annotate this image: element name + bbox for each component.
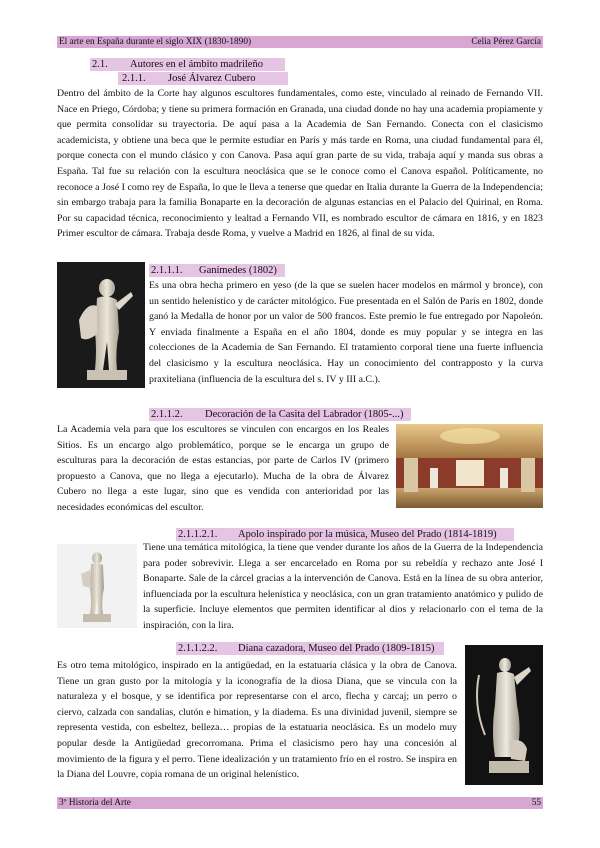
- casita-labrador-interior-image: [396, 424, 543, 508]
- apolo-sculpture-image: [57, 544, 137, 628]
- paragraph-apolo: Tiene una temática mitológica, la tiene que vender durante los años de la Guerra de la Independencia para poder sobrevivir. Llega a ser encarcelado en Roma por su rebeldía y rechazo ante José I Bonaparte. Sale de la cárcel gracias a la intervención de Canova. Está en la línea de su obra anterior, influenciada por la escultura helenística y neoclásica, con un gran tratamiento anatómico y pulido de la superficie. Incluye elementos que permiten identificar al dios y relacionarlo con el tema de la inspiración, con la lira.: [143, 542, 543, 631]
- ganimedes-sculpture-image: [57, 262, 145, 388]
- heading-2-1-1: [118, 72, 288, 85]
- heading-ganimedes-title: Ganímedes (1802): [199, 265, 277, 276]
- heading-casita-labrador: [149, 408, 411, 421]
- heading-2-1-title: Autores en el ámbito madrileño: [130, 59, 263, 70]
- heading-2-1-1-number: 2.1.1.: [122, 73, 146, 84]
- heading-diana-title: Diana cazadora, Museo del Prado (1809-1815): [238, 643, 435, 654]
- heading-apolo-title: Apolo inspirado por la música, Museo del Prado (1814-1819): [238, 529, 497, 540]
- page-footer: [57, 797, 543, 809]
- header-right: Celia Pérez García: [471, 37, 541, 47]
- paragraph-alvarez-cubero: Dentro del ámbito de la Corte hay algunos escultores fundamentales, como este, vinculado al reinado de Fernando VII. Nace en Priego, Córdoba; y tiene su primera formación en Granada, una ciudad donde no hay una academia propiamente y que permita consolidar su trayectoria. De aquí pasa a la Academia de San Fernando. Conecta con el clasicismo academicista, y obtiene una beca que le permite estudiar en París y más tarde en Roma, una ciudad fundamental para él, porque conecta con el mundo clásico y con Canova. Pasa aquí gran parte de su vida, trabaja aquí y manda sus obras a España. Tal fue su relación con la escultura neoclásica que se le conoce como el Canova español. Políticamente, no reconoce a José I como rey de España, lo que le lleva a tenerse que quedar en Italia durante la Guerra de la Independencia; sin embargo trabaja para la familia Bonaparte en la decoración de algunas estancias en el Palacio del Quirinal, en Roma. Por su capacidad técnica, reconocimiento y lealtad a Fernando VII, es nombrado escultor de cámara en 1816, y en 1823 Primer escultor de cámara. Trabaja desde Roma, y vuelve a Madrid en 1826, al final de su vida.: [57, 88, 543, 240]
- heading-casita-labrador-title: Decoración de la Casita del Labrador (1805-...): [205, 409, 404, 420]
- heading-2-1-number: 2.1.: [92, 59, 108, 70]
- heading-ganimedes: [149, 264, 285, 277]
- header-left: El arte en España durante el siglo XIX (1830-1890): [59, 37, 252, 47]
- heading-2-1-1-title: José Álvarez Cubero: [168, 73, 256, 84]
- diana-sculpture-image: [465, 645, 543, 785]
- heading-diana: [176, 642, 444, 655]
- paragraph-casita-labrador: La Academia vela para que los escultores se vinculen con encargos en los Reales Sitios. Es un encargo algo problemático, porque se le encarga un grupo de esculturas para la decoración de estas estancias, por parte de Carlos IV (primero propuesto a Canova, que no llega a ejecutarlo). Mucha de la obra de Álvarez Cubero no llega a este lugar, sino que es vendida con anterioridad por las necesidades económicas del escultor.: [57, 424, 389, 513]
- page-header: [57, 36, 543, 48]
- paragraph-ganimedes: Es una obra hecha primero en yeso (de la que se suelen hacer modelos en mármol y bronce), con un sentido helenístico y de carácter mitológico. Fue presentada en el Salón de París en 1802, donde ganó la Medalla de honor por un valor de 500 francos. Este premio le fue entregado por Napoleón. Y enviada finalmente a España en el año 1804, donde es muy popular y se integra en las colecciones de la Academia de San Fernando. El tratamiento corporal tiene una fuerte influencia del clasicismo y la escultura neoclásica. Hay un conocimiento del contrapposto y la curva praxiteliana (influencia de la escultura del s. IV y III a.C.).: [149, 280, 543, 385]
- heading-2-1: [90, 58, 285, 71]
- paragraph-diana: Es otro tema mitológico, inspirado en la antigüedad, en la estatuaria clásica y la obra de Canova. Tiene un gran gusto por la mitología y la iconografía de la diosa Diana, que se vincula con la naturaleza y el bosque, y se identifica por representarse con el arco, flecha y carcaj; un perro o ciervo, calzada con sandalias, clutón e himation, y la diadema. Es una divinidad juvenil, siempre se representa vestida, con esbeltez, belleza… propias de la estatuaria neoclásica. Es un modelo muy popular desde la Antigüedad grecorromana. Prima el clasicismo pero hay una concesión al movimiento de la figura y el perro. Tiene idealización y un tratamiento frío en el rostro. Se inspira en la Diana del Louvre, copia romana de un original helenístico.: [57, 660, 457, 781]
- heading-ganimedes-number: 2.1.1.1.: [151, 265, 183, 276]
- heading-casita-labrador-number: 2.1.1.2.: [151, 409, 183, 420]
- heading-diana-number: 2.1.1.2.2.: [178, 643, 218, 654]
- footer-left: 3º Historia del Arte: [59, 798, 131, 808]
- page-number: 55: [531, 798, 541, 808]
- heading-apolo-number: 2.1.1.2.1.: [178, 529, 218, 540]
